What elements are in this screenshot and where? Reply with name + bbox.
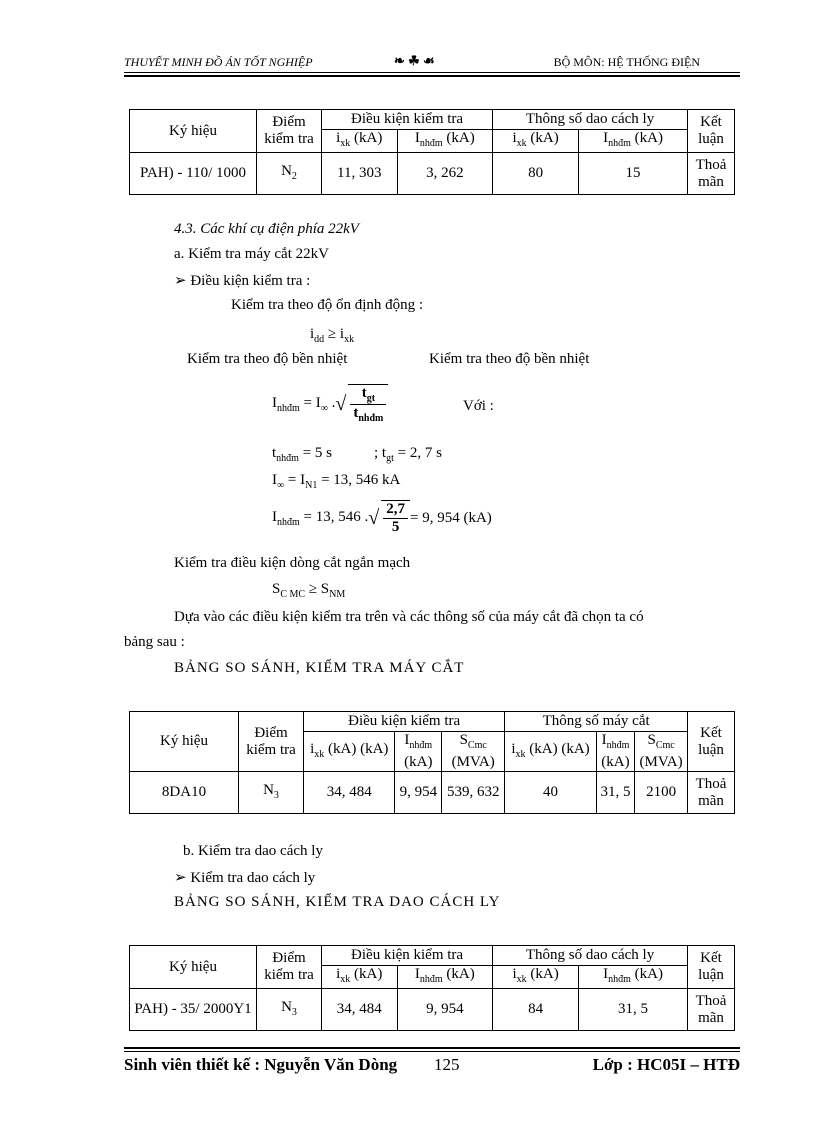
check-heading: ➢ Kiểm tra dao cách ly [174,870,316,886]
cell-v4: 40 [505,772,596,814]
th-conditions: Điều kiện kiểm tra [322,110,493,130]
header-rule-thick [124,75,740,77]
formula-t: $t_{nhđm} = 5$ s ; $t_{gt} = 2$, 7 s [272,445,442,464]
header-ornament: ❧ ☘ ☙ [394,53,435,68]
th-ixk-2: $i_{xk}$ (kA) [493,130,579,153]
th-inhdm: $I_{nhđm}$ (kA) [397,966,493,989]
header-rule [124,72,740,73]
cell-conclusion: Thoả mãn [688,772,735,814]
th-conditions: Điều kiện kiểm tra [304,712,505,732]
heat-text-2: Kiểm tra theo độ bền nhiệt [429,351,590,367]
th-ixk: $i_{xk}$ (kA) [322,966,398,989]
item-a: a. Kiểm tra máy cắt 22kV [174,246,329,262]
disconnector-table-110 [129,109,735,195]
footer-rule-thick [124,1047,740,1049]
cell-p1: 80 [493,153,579,195]
cell-conclusion: Thoả mãn [688,153,735,195]
table2-title: BẢNG SO SÁNH, KIỂM TRA MÁY CẮT [174,660,465,676]
th-conditions: Điều kiện kiểm tra [322,946,493,966]
cell-v3: 539, 632 [442,772,505,814]
cell-symbol: PAH) - 35/ 2000Y1 [130,989,257,1031]
th-symbol: Ký hiệu [130,946,257,989]
section-title: 4.3. Các khí cụ điện phía 22kV [174,221,359,237]
cell-c2: 9, 954 [397,989,493,1031]
formula-short: $S_{C MC} \ge S_{NM}$ [272,581,346,600]
th-scmc: $S_{Cmc}$ (MVA) [442,732,505,772]
footer-rule [124,1051,740,1052]
circuit-breaker-table [129,711,735,814]
th-inhdm: $I_{nhđm}$ (kA) [395,732,442,772]
cell-symbol: 8DA10 [130,772,239,814]
th-inhdm-2: $I_{nhđm}$ (kA) [596,732,634,772]
cell-p2: 31, 5 [579,989,688,1031]
page-number: 125 [434,1055,460,1074]
heat-text-1: Kiểm tra theo độ bền nhiệt [187,351,348,367]
cell-point: $N_2$ [257,153,322,195]
table-row [130,989,735,1031]
th-conclusion: Kết luận [688,946,735,989]
cell-c1: 34, 484 [322,989,398,1031]
formula-heat: $I_{nhđm} = I_\infty$ .√ $\frac{t_{gt}}{t_{nhđm}}$ [272,384,388,424]
cell-c2: 3, 262 [397,153,493,195]
item-b: b. Kiểm tra dao cách ly [183,843,323,859]
cell-v1: 34, 484 [304,772,395,814]
table3-title: BẢNG SO SÁNH, KIỂM TRA DAO CÁCH LY [174,894,501,910]
header-department: BỘ MÔN: HỆ THỐNG ĐIỆN [553,55,700,69]
cell-point: $N_3$ [239,772,304,814]
th-conclusion: Kết luận [688,110,735,153]
th-params: Thông số dao cách ly [493,110,688,130]
cell-p1: 84 [493,989,579,1031]
cell-v2: 9, 954 [395,772,442,814]
cond-heading: ➢ Điều kiện kiểm tra : [174,273,311,289]
footer-class: Lớp : HC05I – HTĐ [592,1055,740,1074]
th-inhdm-2: $I_{nhđm}$ (kA) [579,130,688,153]
th-params: Thông số dao cách ly [493,946,688,966]
th-ixk-2: $i_{xk}$ (kA) (kA) [505,732,596,772]
formula-inhdm: $I_{nhđm} = 13$, 546 .√ $\frac{2,7}{5}$ = 9, 954 (kA) [272,501,492,535]
formula-i: $I_\infty = I_{N1} = 13$, 546 kA [272,472,401,491]
formula-dyn: $i_{dd} \ge i_{xk}$ [310,326,355,345]
th-ixk-2: $i_{xk}$ (kA) [493,966,579,989]
short-text: Kiểm tra điều kiện dòng cắt ngắn mạch [174,555,411,571]
based-text-2: bảng sau : [124,634,185,650]
th-symbol: Ký hiệu [130,712,239,772]
th-conclusion: Kết luận [688,712,735,772]
cell-conclusion: Thoả mãn [688,989,735,1031]
th-inhdm-2: $I_{nhđm}$ (kA) [579,966,688,989]
cell-c1: 11, 303 [322,153,398,195]
th-inhdm: $I_{nhđm}$ (kA) [397,130,493,153]
th-ixk: $i_{xk}$ (kA) (kA) [304,732,395,772]
th-point: Điểm kiểm tra [257,110,322,153]
cell-point: $N_3$ [257,989,322,1031]
cell-symbol: PAH) - 110/ 1000 [130,153,257,195]
dyn-text: Kiểm tra theo độ ổn định động : [231,297,424,313]
th-scmc-2: $S_{Cmc}$ (MVA) [635,732,688,772]
table-row [130,772,735,814]
based-text-1: Dựa vào các điều kiện kiểm tra trên và các thông số của máy cắt đã chọn ta có [174,609,644,625]
th-point: Điểm kiểm tra [239,712,304,772]
th-symbol: Ký hiệu [130,110,257,153]
cell-v6: 2100 [635,772,688,814]
cell-v5: 31, 5 [596,772,634,814]
th-ixk: $i_{xk}$ (kA) [322,130,398,153]
disconnector-table-35 [129,945,735,1031]
with-label: Với : [463,398,494,414]
table-row [130,153,735,195]
footer-author: Sinh viên thiết kế : Nguyễn Văn Dòng [124,1055,398,1074]
header-title: THUYẾT MINH ĐỒ ÁN TỐT NGHIỆP [124,55,313,69]
th-params: Thông số máy cắt [505,712,688,732]
th-point: Điểm kiểm tra [257,946,322,989]
cell-p2: 15 [579,153,688,195]
